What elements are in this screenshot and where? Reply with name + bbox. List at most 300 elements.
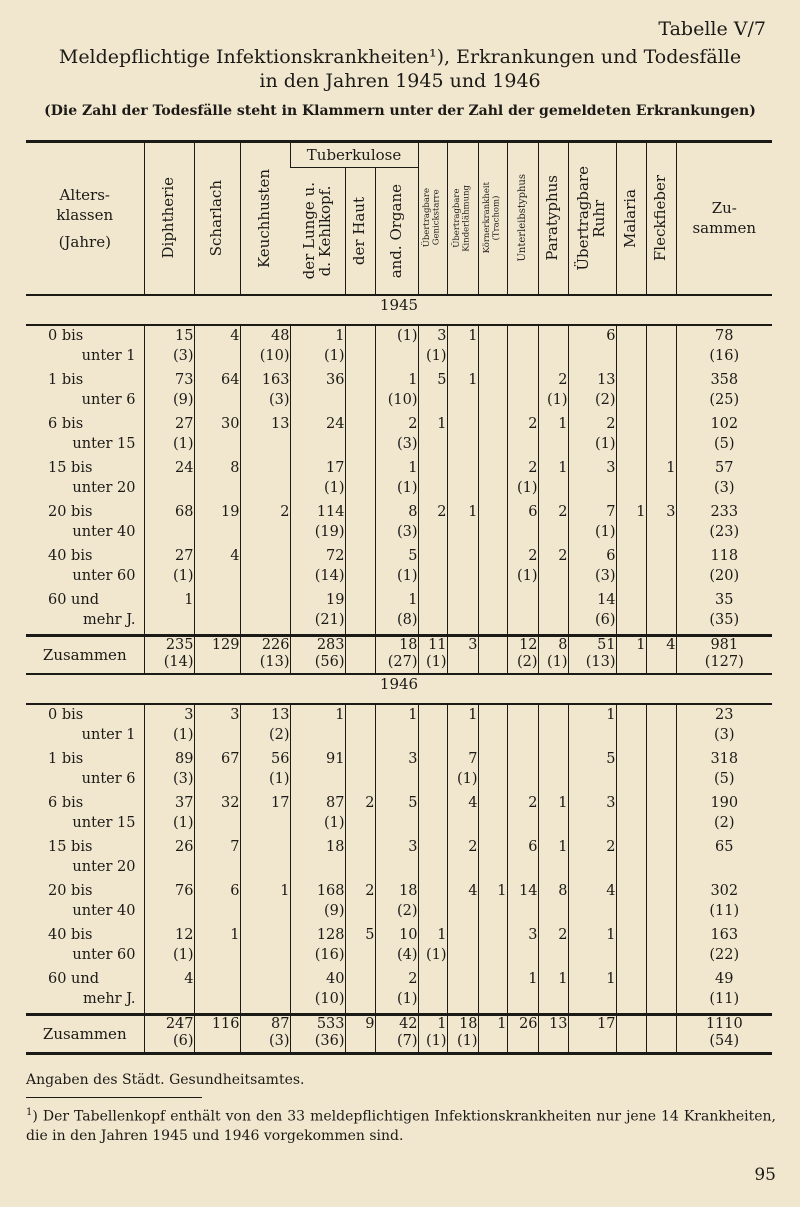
value: 73 xyxy=(175,372,194,388)
age-class xyxy=(26,837,144,881)
value: 13 xyxy=(271,416,290,432)
table-cell xyxy=(478,793,507,837)
table-cell xyxy=(375,370,418,414)
deaths: (2) xyxy=(268,727,290,743)
table-cell xyxy=(478,458,507,502)
col-diphtherie: Diphtherie xyxy=(144,142,194,296)
value: 1 xyxy=(437,927,447,943)
table-cell xyxy=(194,925,240,969)
value: 247 xyxy=(165,1016,194,1032)
table-cell xyxy=(144,969,194,1015)
table-cell xyxy=(676,881,772,925)
value: 27 xyxy=(175,548,194,564)
deaths: (1) xyxy=(396,328,418,344)
value: 1 xyxy=(408,592,418,608)
value: 2 xyxy=(408,416,418,432)
body-1945 xyxy=(26,295,772,674)
table-cell xyxy=(447,458,478,502)
table-cell xyxy=(538,969,568,1015)
age-to: unter 6 xyxy=(81,771,136,787)
table-row xyxy=(26,925,772,969)
deaths: (16) xyxy=(314,947,345,963)
footnote-divider xyxy=(26,1097,202,1098)
value: 17 xyxy=(326,460,345,476)
table-cell xyxy=(240,793,290,837)
value: 5 xyxy=(408,548,418,564)
table-cell xyxy=(144,546,194,590)
value: 4 xyxy=(468,883,478,899)
value: 233 xyxy=(710,504,739,520)
value: 19 xyxy=(221,504,240,520)
total-cell xyxy=(646,636,676,675)
total-cell xyxy=(418,636,447,675)
table-cell xyxy=(375,414,418,458)
table-cell xyxy=(616,370,646,414)
table-cell xyxy=(568,325,616,370)
col-tb-lunge: der Lunge u. d. Kehlkopf. xyxy=(290,168,345,296)
table-cell xyxy=(507,925,538,969)
col-malaria: Malaria xyxy=(616,142,646,296)
value: 1 xyxy=(230,927,240,943)
table-cell xyxy=(418,590,447,636)
body-1946 xyxy=(26,674,772,1054)
table-cell xyxy=(144,325,194,370)
value: 533 xyxy=(316,1016,345,1032)
table-cell xyxy=(538,837,568,881)
table-cell xyxy=(418,370,447,414)
value: 1 xyxy=(636,504,646,520)
deaths: (1) xyxy=(323,480,345,496)
table-cell xyxy=(507,458,538,502)
table-cell xyxy=(375,881,418,925)
age-class xyxy=(26,325,144,370)
table-cell xyxy=(418,837,447,881)
value: 7 xyxy=(468,751,478,767)
table-cell xyxy=(478,881,507,925)
table-cell xyxy=(646,837,676,881)
total-row xyxy=(26,636,772,675)
table-cell xyxy=(568,793,616,837)
deaths: (10) xyxy=(387,392,418,408)
value: 3 xyxy=(468,637,478,653)
table-cell xyxy=(676,925,772,969)
table-cell xyxy=(418,793,447,837)
age-from: 1 bis xyxy=(48,751,84,767)
table-cell xyxy=(290,590,345,636)
table-cell xyxy=(538,546,568,590)
total-cell xyxy=(616,1015,646,1054)
table-cell xyxy=(676,502,772,546)
age-to: unter 1 xyxy=(81,727,136,743)
table-cell xyxy=(375,704,418,749)
value: 1 xyxy=(558,416,568,432)
table-cell xyxy=(676,370,772,414)
value: 76 xyxy=(175,883,194,899)
table-cell xyxy=(375,546,418,590)
table-cell xyxy=(646,704,676,749)
table-cell xyxy=(375,837,418,881)
value: 10 xyxy=(399,927,418,943)
value: 14 xyxy=(519,883,538,899)
value: 3 xyxy=(408,751,418,767)
table-cell xyxy=(616,325,646,370)
table-cell xyxy=(568,881,616,925)
table-cell xyxy=(507,793,538,837)
deaths: (13) xyxy=(259,654,290,670)
table-cell xyxy=(375,325,418,370)
age-from: 60 und xyxy=(48,592,100,608)
deaths: (2) xyxy=(714,815,735,831)
deaths: (1) xyxy=(396,480,418,496)
deaths: (7) xyxy=(396,1033,418,1049)
value: 40 xyxy=(326,971,345,987)
table-cell xyxy=(616,414,646,458)
total-cell xyxy=(194,636,240,675)
total-cell xyxy=(507,1015,538,1054)
table-cell xyxy=(616,458,646,502)
col-kinderlaehmung: Übertragbare Kinderlähmung xyxy=(447,142,478,296)
value: 2 xyxy=(528,548,538,564)
tuberkulose-group-header: Tuberkulose xyxy=(290,142,418,168)
table-cell xyxy=(144,502,194,546)
value: 3 xyxy=(606,460,616,476)
deaths: (56) xyxy=(314,654,345,670)
deaths: (2) xyxy=(516,654,538,670)
table-cell xyxy=(240,458,290,502)
value: 72 xyxy=(326,548,345,564)
value: 1 xyxy=(606,927,616,943)
value: 15 xyxy=(175,328,194,344)
value: 1 xyxy=(558,460,568,476)
value: 3 xyxy=(606,795,616,811)
age-class xyxy=(26,704,144,749)
age-to: unter 6 xyxy=(81,392,136,408)
age-from: 0 bis xyxy=(48,707,84,723)
table-cell xyxy=(646,325,676,370)
value: 68 xyxy=(175,504,194,520)
table-cell xyxy=(478,546,507,590)
table-cell xyxy=(290,414,345,458)
table-cell xyxy=(616,502,646,546)
age-from: 40 bis xyxy=(48,548,93,564)
year-1945: 1945 xyxy=(26,295,772,325)
value: 3 xyxy=(408,839,418,855)
table-row xyxy=(26,414,772,458)
age-class xyxy=(26,749,144,793)
table-cell xyxy=(290,546,345,590)
value: 2 xyxy=(365,795,375,811)
value: 2 xyxy=(437,504,447,520)
age-class xyxy=(26,793,144,837)
value: 32 xyxy=(221,795,240,811)
age-to: unter 1 xyxy=(81,348,136,364)
table-cell xyxy=(375,458,418,502)
total-cell xyxy=(447,636,478,675)
table-cell xyxy=(447,704,478,749)
table-cell xyxy=(144,749,194,793)
total-cell xyxy=(290,1015,345,1054)
age-to: unter 60 xyxy=(72,568,136,584)
value: 13 xyxy=(271,707,290,723)
table-cell xyxy=(447,370,478,414)
table-cell xyxy=(616,969,646,1015)
age-from: 15 bis xyxy=(48,839,93,855)
age-to: unter 15 xyxy=(72,436,136,452)
table-cell xyxy=(290,925,345,969)
table-cell xyxy=(478,837,507,881)
value: 7 xyxy=(230,839,240,855)
table-cell xyxy=(646,749,676,793)
deaths: (36) xyxy=(314,1033,345,1049)
total-cell xyxy=(478,1015,507,1054)
value: 5 xyxy=(408,795,418,811)
age-from: 6 bis xyxy=(48,416,84,432)
table-cell xyxy=(290,325,345,370)
table-cell xyxy=(345,881,375,925)
value: 1 xyxy=(335,328,345,344)
total-cell xyxy=(240,636,290,675)
table-cell xyxy=(646,370,676,414)
deaths: (23) xyxy=(709,524,740,540)
value: 2 xyxy=(365,883,375,899)
age-from: 60 und xyxy=(48,971,100,987)
table-cell xyxy=(568,414,616,458)
table-cell xyxy=(240,749,290,793)
value: 4 xyxy=(606,883,616,899)
age-from: 6 bis xyxy=(48,795,84,811)
total-cell xyxy=(538,1015,568,1054)
table-row xyxy=(26,881,772,925)
table-cell xyxy=(375,969,418,1015)
table-cell xyxy=(375,925,418,969)
table-cell xyxy=(144,590,194,636)
table-cell xyxy=(538,370,568,414)
age-to: unter 40 xyxy=(72,903,136,919)
deaths: (1) xyxy=(516,480,538,496)
deaths: (1) xyxy=(516,568,538,584)
table-label: Tabelle V/7 xyxy=(658,18,766,40)
table-cell xyxy=(568,925,616,969)
value: 56 xyxy=(271,751,290,767)
value: 1 xyxy=(497,883,507,899)
value: 87 xyxy=(326,795,345,811)
table-cell xyxy=(538,704,568,749)
table-cell xyxy=(676,749,772,793)
value: 24 xyxy=(326,416,345,432)
table-row xyxy=(26,370,772,414)
table-cell xyxy=(345,837,375,881)
table-cell xyxy=(240,546,290,590)
deaths: (11) xyxy=(709,991,740,1007)
value: 168 xyxy=(316,883,345,899)
value: 3 xyxy=(230,707,240,723)
value: 6 xyxy=(528,839,538,855)
value: 4 xyxy=(230,328,240,344)
table-cell xyxy=(447,546,478,590)
table-cell xyxy=(194,881,240,925)
value: 30 xyxy=(221,416,240,432)
table-cell xyxy=(507,881,538,925)
value: 87 xyxy=(271,1016,290,1032)
value: 7 xyxy=(606,504,616,520)
value: 8 xyxy=(558,883,568,899)
value: 17 xyxy=(271,795,290,811)
age-to: unter 15 xyxy=(72,815,136,831)
total-row xyxy=(26,1015,772,1054)
deaths: (1) xyxy=(172,947,194,963)
value: 27 xyxy=(175,416,194,432)
table-cell xyxy=(194,704,240,749)
table-row xyxy=(26,546,772,590)
table-cell xyxy=(568,370,616,414)
deaths: (1) xyxy=(323,348,345,364)
table-cell xyxy=(676,793,772,837)
value: 49 xyxy=(715,971,734,987)
value: 9 xyxy=(365,1016,375,1032)
table-cell xyxy=(538,590,568,636)
deaths: (1) xyxy=(456,771,478,787)
value: 51 xyxy=(597,637,616,653)
table-cell xyxy=(568,458,616,502)
table-cell xyxy=(646,969,676,1015)
table-cell xyxy=(478,704,507,749)
deaths: (1) xyxy=(172,436,194,452)
table-cell xyxy=(375,749,418,793)
value: 226 xyxy=(261,637,290,653)
deaths: (1) xyxy=(425,1033,447,1049)
value: 1 xyxy=(666,460,676,476)
deaths: (1) xyxy=(172,727,194,743)
value: 6 xyxy=(528,504,538,520)
table-cell xyxy=(478,325,507,370)
value: 4 xyxy=(468,795,478,811)
deaths: (1) xyxy=(456,1033,478,1049)
deaths: (10) xyxy=(314,991,345,1007)
deaths: (6) xyxy=(172,1033,194,1049)
age-from: 20 bis xyxy=(48,504,93,520)
value: 13 xyxy=(597,372,616,388)
value: 6 xyxy=(606,548,616,564)
value: 102 xyxy=(710,416,739,432)
total-cell xyxy=(290,636,345,675)
total-cell xyxy=(646,1015,676,1054)
total-cell xyxy=(676,636,772,675)
table-cell xyxy=(418,749,447,793)
value: 1 xyxy=(437,416,447,432)
table-cell xyxy=(144,704,194,749)
col-genickstarre: Übertragbare Genickstarre xyxy=(418,142,447,296)
total-cell xyxy=(447,1015,478,1054)
table-cell xyxy=(676,414,772,458)
table-cell xyxy=(676,458,772,502)
value: 14 xyxy=(597,592,616,608)
age-class xyxy=(26,370,144,414)
table-cell xyxy=(144,925,194,969)
table-cell xyxy=(345,325,375,370)
value: 91 xyxy=(326,751,345,767)
value: 129 xyxy=(211,637,240,653)
table-cell xyxy=(568,704,616,749)
total-cell xyxy=(194,1015,240,1054)
table-cell xyxy=(375,590,418,636)
table-cell xyxy=(194,502,240,546)
value: 3 xyxy=(437,328,447,344)
table-cell xyxy=(447,590,478,636)
value: 37 xyxy=(175,795,194,811)
table-cell xyxy=(447,925,478,969)
table-cell xyxy=(447,749,478,793)
table-cell xyxy=(194,325,240,370)
infection-table xyxy=(26,140,772,1055)
col-ruhr: Übertragbare Ruhr xyxy=(568,142,616,296)
age-class xyxy=(26,969,144,1015)
value: 1 xyxy=(497,1016,507,1032)
table-cell xyxy=(418,325,447,370)
table-cell xyxy=(538,325,568,370)
table-cell xyxy=(676,546,772,590)
table-cell xyxy=(447,837,478,881)
table-cell xyxy=(616,925,646,969)
deaths: (1) xyxy=(594,524,616,540)
value: 2 xyxy=(606,839,616,855)
deaths: (5) xyxy=(714,771,735,787)
deaths: (3) xyxy=(594,568,616,584)
value: 6 xyxy=(230,883,240,899)
age-class xyxy=(26,458,144,502)
table-cell xyxy=(345,502,375,546)
value: 1 xyxy=(280,883,290,899)
value: 116 xyxy=(211,1016,240,1032)
table-cell xyxy=(290,502,345,546)
table-row xyxy=(26,837,772,881)
value: 2 xyxy=(528,460,538,476)
value: 3 xyxy=(184,707,194,723)
table-cell xyxy=(507,590,538,636)
table-cell xyxy=(568,502,616,546)
total-cell xyxy=(144,636,194,675)
total-cell xyxy=(345,1015,375,1054)
table-cell xyxy=(240,590,290,636)
deaths: (8) xyxy=(396,612,418,628)
table-cell xyxy=(538,458,568,502)
table-cell xyxy=(290,458,345,502)
table-cell xyxy=(646,590,676,636)
deaths: (1) xyxy=(396,991,418,1007)
table-cell xyxy=(507,749,538,793)
table-cell xyxy=(240,925,290,969)
table-cell xyxy=(144,458,194,502)
age-to: unter 60 xyxy=(72,947,136,963)
value: 18 xyxy=(399,637,418,653)
value: 12 xyxy=(175,927,194,943)
table-cell xyxy=(676,704,772,749)
value: 36 xyxy=(326,372,345,388)
table-cell xyxy=(676,969,772,1015)
deaths: (3) xyxy=(268,1033,290,1049)
col-scharlach: Scharlach xyxy=(194,142,240,296)
table-cell xyxy=(240,370,290,414)
value: 118 xyxy=(710,548,739,564)
table-cell xyxy=(240,837,290,881)
value: 163 xyxy=(710,927,739,943)
deaths: (1) xyxy=(425,654,447,670)
value: 57 xyxy=(715,460,734,476)
table-cell xyxy=(478,590,507,636)
value: 3 xyxy=(528,927,538,943)
table-cell xyxy=(616,793,646,837)
value: 78 xyxy=(715,328,734,344)
deaths: (1) xyxy=(268,771,290,787)
